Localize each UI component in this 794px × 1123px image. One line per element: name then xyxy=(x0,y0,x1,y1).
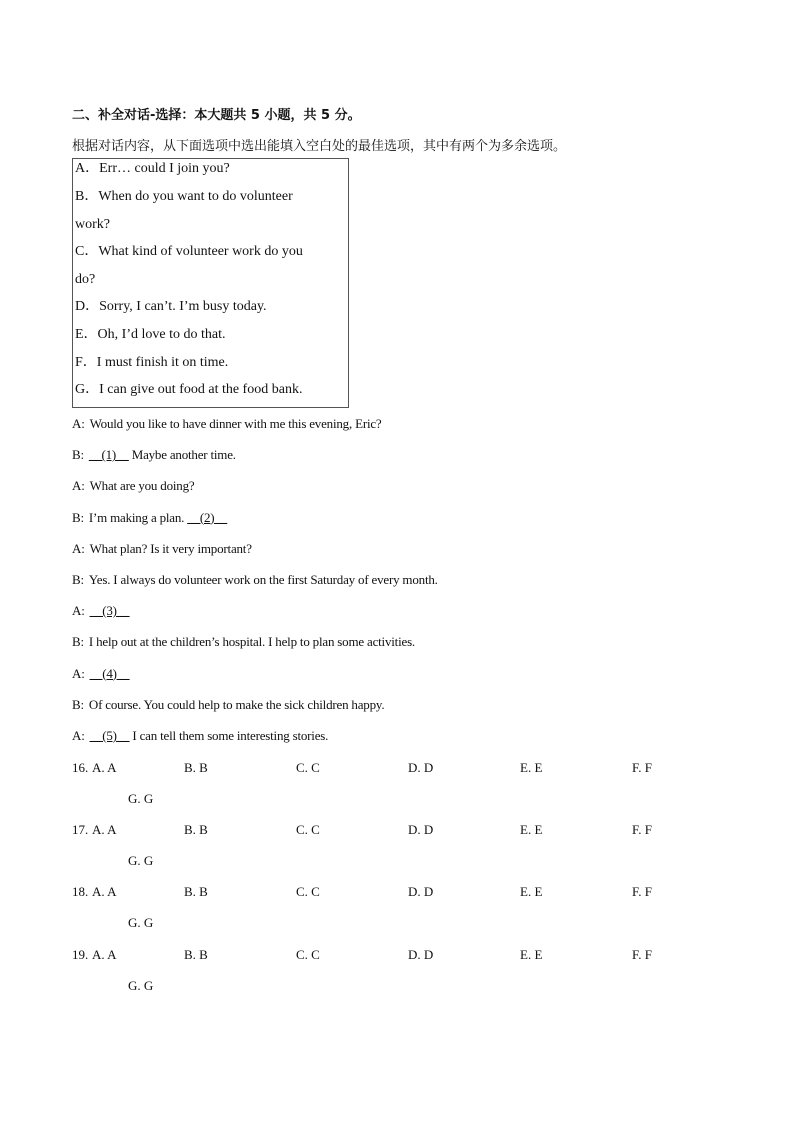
choice-option-e[interactable]: E. E xyxy=(520,822,543,837)
choice-option-d[interactable]: D. D xyxy=(408,822,434,837)
option-d: D．Sorry, I can’t. I’m busy today. xyxy=(75,299,267,314)
choice-option-b[interactable]: B. B xyxy=(184,947,208,962)
choice-option-a[interactable]: A. A xyxy=(92,884,117,899)
options-box xyxy=(72,158,349,408)
choice-option-c[interactable]: C. C xyxy=(296,822,320,837)
dialogue-text: I help out at the children’s hospital. I help to plan some activities. xyxy=(88,634,415,650)
dialogue-line xyxy=(72,728,328,744)
dialogue-text: Would you like to have dinner with me this evening, Eric? xyxy=(89,416,382,431)
choice-option-c[interactable]: C. C xyxy=(296,760,320,775)
speaker-label: A: xyxy=(72,540,85,556)
dialogue-line xyxy=(72,697,384,713)
dialogue-line xyxy=(72,603,129,619)
answer-blank[interactable]: __(1)__ xyxy=(88,447,129,463)
choice-option-f[interactable]: F. F xyxy=(632,760,652,775)
dialogue-text: Maybe another time. xyxy=(128,447,236,463)
dialogue-text: Yes. I always do volunteer work on the first Saturday of every month. xyxy=(88,572,438,587)
speaker-label: B: xyxy=(72,696,84,712)
choice-option-e[interactable]: E. E xyxy=(520,760,543,775)
option-c-cont: do? xyxy=(75,272,96,287)
choice-option-g[interactable]: G. G xyxy=(128,853,154,868)
dialogue-text: I can tell them some interesting stories. xyxy=(129,728,329,743)
choice-option-b[interactable]: B. B xyxy=(184,884,208,899)
dialogue-text: What plan? Is it very important? xyxy=(89,540,252,556)
dialogue-line xyxy=(72,510,227,526)
question-number: 19. xyxy=(72,947,89,962)
dialogue-line xyxy=(72,541,252,557)
choice-option-c[interactable]: C. C xyxy=(296,884,320,899)
dialogue-line xyxy=(72,634,415,650)
speaker-label: A: xyxy=(72,478,85,494)
dialogue-text: What are you doing? xyxy=(89,478,195,494)
choice-option-b[interactable]: B. B xyxy=(184,760,208,775)
choice-option-d[interactable]: D. D xyxy=(408,760,434,775)
choice-option-f[interactable]: F. F xyxy=(632,947,652,962)
choice-option-b[interactable]: B. B xyxy=(184,822,208,837)
question-number: 16. xyxy=(72,760,89,775)
speaker-label: A: xyxy=(72,416,85,431)
choice-option-e[interactable]: E. E xyxy=(520,947,543,962)
section-title: 二、补全对话-选择：本大题共 5 小题，共 5 分。 xyxy=(72,108,361,123)
option-c: C．What kind of volunteer work do you xyxy=(75,244,303,259)
dialogue-line xyxy=(72,572,438,588)
answer-blank[interactable]: __(4)__ xyxy=(89,665,130,681)
dialogue-text: Of course. You could help to make the sick children happy. xyxy=(88,696,385,712)
choice-option-d[interactable]: D. D xyxy=(408,947,434,962)
choice-option-a[interactable]: A. A xyxy=(92,822,117,837)
choice-option-g[interactable]: G. G xyxy=(128,915,154,930)
dialogue-line xyxy=(72,447,236,463)
choice-option-a[interactable]: A. A xyxy=(92,760,117,775)
choice-option-e[interactable]: E. E xyxy=(520,884,543,899)
dialogue-text: I’m making a plan. xyxy=(88,509,188,525)
option-b: B．When do you want to do volunteer xyxy=(75,189,293,204)
option-a: A．Err… could I join you? xyxy=(75,161,230,176)
choice-option-g[interactable]: G. G xyxy=(128,791,154,806)
question-number: 17. xyxy=(72,822,89,837)
answer-blank[interactable]: __(2)__ xyxy=(187,509,228,525)
option-g: G．I can give out food at the food bank. xyxy=(75,382,303,397)
speaker-label: A: xyxy=(72,728,85,743)
speaker-label: A: xyxy=(72,603,85,619)
speaker-label: B: xyxy=(72,634,84,650)
speaker-label: B: xyxy=(72,447,84,463)
option-b-cont: work? xyxy=(75,217,110,232)
answer-blank[interactable]: __(5)__ xyxy=(89,728,130,743)
speaker-label: A: xyxy=(72,665,85,681)
choice-option-d[interactable]: D. D xyxy=(408,884,434,899)
choice-option-c[interactable]: C. C xyxy=(296,947,320,962)
speaker-label: B: xyxy=(72,572,84,587)
dialogue-line xyxy=(72,416,382,432)
choice-option-f[interactable]: F. F xyxy=(632,884,652,899)
choice-option-f[interactable]: F. F xyxy=(632,822,652,837)
dialogue-line xyxy=(72,478,194,494)
instruction-text: 根据对话内容，从下面选项中选出能填入空白处的最佳选项，其中有两个为多余选项。 xyxy=(72,139,567,154)
choice-option-g[interactable]: G. G xyxy=(128,978,154,993)
dialogue-line xyxy=(72,666,129,682)
question-number: 18. xyxy=(72,884,89,899)
speaker-label: B: xyxy=(72,509,84,525)
option-e: E．Oh, I’d love to do that. xyxy=(75,327,226,342)
option-f: F．I must finish it on time. xyxy=(75,355,229,370)
answer-blank[interactable]: __(3)__ xyxy=(89,603,130,619)
choice-option-a[interactable]: A. A xyxy=(92,947,117,962)
